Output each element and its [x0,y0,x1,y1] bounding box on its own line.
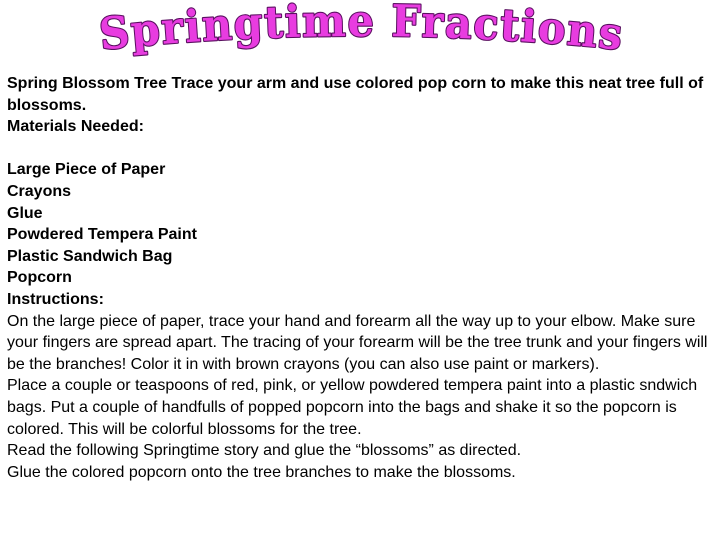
title-text: Springtime Fractions [97,0,628,61]
instructions-heading: Instructions: [7,290,104,308]
materials-item: Large Piece of Paper [7,161,166,179]
intro-heading: Spring Blossom Tree [7,75,168,92]
materials-item: Crayons [7,182,72,200]
materials-heading: Materials Needed: [7,118,144,136]
instruction-step: Glue the colored popcorn onto the tree branches to make the blossoms. [7,463,516,481]
instruction-step: On the large piece of paper, trace your hand and forearm all the way up to your elbow. Make sure your fingers are spread apart. The tracing of your forearm will be the tree trunk and your fingers will be the branches! Color it in with brown crayons (you can also use paint or markers). [7,312,708,373]
activity-document [7,73,713,483]
instruction-step: Read the following Springtime story and glue the “blossoms” as directed. [7,442,522,460]
materials-item: Plastic Sandwich Bag [7,247,173,265]
wordart-title [0,0,720,66]
instruction-step: Place a couple or teaspoons of red, pink, or yellow powdered tempera paint into a plastic sndwich bags. Put a couple of handfulls of popped popcorn into the bags and shake it so the popcorn is colored. This will be colorful blossoms for the tree. [7,377,698,438]
blank-line [7,138,713,160]
intro-text: Trace your arm and use colored pop corn to make this neat tree full of blossoms. [7,75,704,114]
materials-item: Popcorn [7,269,72,287]
title-banner [0,0,720,66]
intro-paragraph [7,73,713,116]
materials-list [7,159,713,289]
materials-item: Glue [7,204,43,222]
page-title [97,0,626,61]
instructions-list [7,311,713,484]
materials-item: Powdered Tempera Paint [7,226,197,244]
